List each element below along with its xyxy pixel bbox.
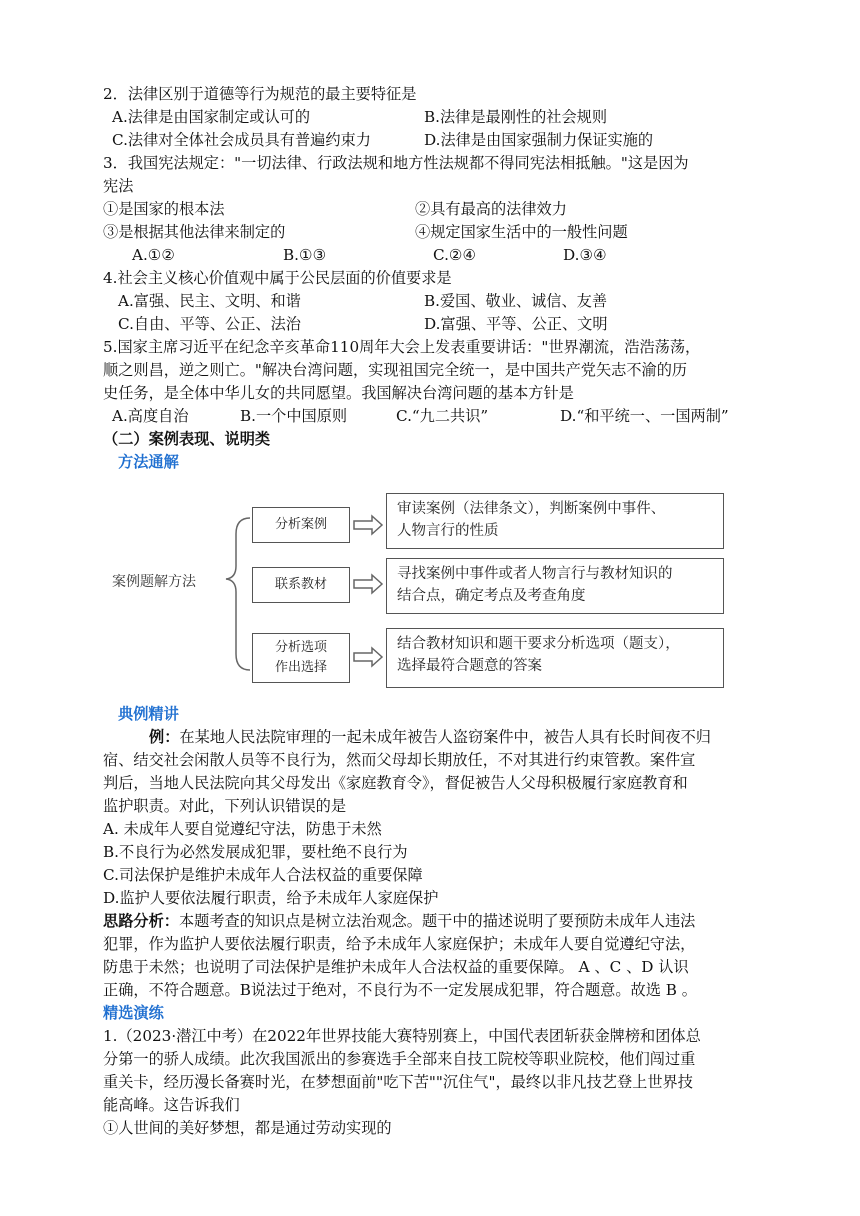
q5-stem-line3: 史任务，是全体中华儿女的共同愿望。我国解决台湾问题的基本方针是 bbox=[103, 384, 574, 402]
q2-option-d: D.法律是由国家强制力保证实施的 bbox=[424, 131, 654, 149]
q5-option-a: A.高度自治 bbox=[112, 407, 189, 425]
q5-stem-line1: 5.国家主席习近平在纪念辛亥革命110周年大会上发表重要讲话："世界潮流，浩浩荡荡， bbox=[103, 338, 701, 356]
practice-line1: 1.（2023·潜江中考）在2022年世界技能大赛特别赛上，中国代表团斩获金牌榜和团体总 bbox=[103, 1027, 701, 1045]
example-lead: 例： bbox=[149, 728, 180, 746]
practice-heading: 精选演练 bbox=[103, 1004, 164, 1022]
q3-statement-2: ②具有最高的法律效力 bbox=[415, 200, 567, 218]
step-desc-choose-option: 结合教材知识和题干要求分析选项（题支）， 选择最符合题意的答案 bbox=[386, 628, 724, 688]
example-option-a: A. 未成年人要自觉遵纪守法，防患于未然 bbox=[103, 820, 382, 838]
example-line3: 判后，当地人民法院向其父母发出《家庭教育令》，督促被告人父母积极履行家庭教育和 bbox=[103, 774, 688, 792]
example-line4: 监护职责。对此，下列认识错误的是 bbox=[103, 797, 346, 815]
q4-option-c: C.自由、平等、公正、法治 bbox=[118, 315, 301, 333]
q3-stem-line2: 宪法 bbox=[103, 177, 134, 195]
step-box-analyze-case: 分析案例 bbox=[252, 507, 350, 543]
practice-line3: 重关卡，经历漫长备赛时光，在梦想面前"吃下苦""沉住气"，最终以非凡技艺登上世界技 bbox=[103, 1073, 693, 1091]
step-desc-link-textbook: 寻找案例中事件或者人物言行与教材知识的 结合点，确定考点及考查角度 bbox=[386, 558, 724, 614]
q3-option-d: D.③④ bbox=[563, 246, 607, 264]
arrow-icon bbox=[354, 648, 382, 666]
q3-statement-1: ①是国家的根本法 bbox=[103, 200, 225, 218]
q5-option-c: C.“九二共识” bbox=[396, 407, 489, 425]
method-diagram bbox=[100, 478, 760, 703]
q2-option-a: A.法律是由国家制定或认可的 bbox=[112, 108, 311, 126]
practice-statement-1: ①人世间的美好梦想，都是通过劳动实现的 bbox=[103, 1119, 392, 1137]
q4-stem: 4.社会主义核心价值观中属于公民层面的价值要求是 bbox=[103, 269, 452, 287]
q3-statement-4: ④规定国家生活中的一般性问题 bbox=[415, 223, 628, 241]
step-box-choose-option: 分析选项 作出选择 bbox=[252, 633, 350, 683]
practice-line4: 能高峰。这告诉我们 bbox=[103, 1096, 240, 1114]
q5-option-b: B.一个中国原则 bbox=[240, 407, 348, 425]
example-option-b: B.不良行为必然发展成犯罪，要杜绝不良行为 bbox=[103, 843, 408, 861]
practice-line2: 分第一的骄人成绩。此次我国派出的参赛选手全部来自技工院校等职业院校，他们闯过重 bbox=[103, 1050, 696, 1068]
q5-stem-line2: 顺之则昌，逆之则亡。"解决台湾问题，实现祖国完全统一，是中国共产党矢志不渝的历 bbox=[103, 361, 688, 379]
analysis-line1 bbox=[103, 910, 695, 932]
step-box-link-textbook: 联系教材 bbox=[252, 567, 350, 603]
q4-option-d: D.富强、平等、公正、文明 bbox=[424, 315, 608, 333]
q2-option-c: C.法律对全体社会成员具有普遍约束力 bbox=[112, 131, 371, 149]
diagram-root-label: 案例题解方法 bbox=[112, 574, 196, 590]
q3-option-c: C.②④ bbox=[433, 246, 477, 264]
q2-option-b: B.法律是最刚性的社会规则 bbox=[424, 108, 608, 126]
analysis-line2: 犯罪，作为监护人要依法履行职责，给予未成年人家庭保护；未成年人要自觉遵纪守法， bbox=[103, 935, 696, 953]
q5-option-d: D.“和平统一、一国两制” bbox=[560, 407, 729, 425]
q4-option-a: A.富强、民主、文明、和谐 bbox=[118, 292, 301, 310]
example-heading: 典例精讲 bbox=[118, 705, 179, 723]
example-line1-text: 在某地人民法院审理的一起未成年被告人盗窃案件中，被告人具有长时间夜不归 bbox=[179, 728, 711, 746]
arrow-icon bbox=[354, 516, 382, 534]
brace-line bbox=[226, 518, 250, 670]
q3-stem-line1: 3．我国宪法规定："一切法律、行政法规和地方性法规都不得同宪法相抵触。"这是因为 bbox=[103, 154, 689, 172]
method-heading: 方法通解 bbox=[118, 453, 179, 471]
example-line2: 宿、结交社会闲散人员等不良行为，然而父母却长期放任，不对其进行约束管教。案件宣 bbox=[103, 751, 696, 769]
step-desc-analyze-case: 审读案例（法律条文），判断案例中事件、 人物言行的性质 bbox=[386, 493, 724, 549]
example-option-d: D.监护人要依法履行职责，给予未成年人家庭保护 bbox=[103, 889, 439, 907]
q3-statement-3: ③是根据其他法律来制定的 bbox=[103, 223, 286, 241]
analysis-line4: 正确，不符合题意。B说法过于绝对，不良行为不一定发展成犯罪，符合题意。故选 B 。 bbox=[103, 981, 697, 999]
q3-option-a: A.①② bbox=[132, 246, 176, 264]
q4-option-b: B.爱国、敬业、诚信、友善 bbox=[424, 292, 608, 310]
example-option-c: C.司法保护是维护未成年人合法权益的重要保障 bbox=[103, 866, 423, 884]
q3-option-b: B.①③ bbox=[283, 246, 327, 264]
analysis-label: 思路分析： bbox=[103, 912, 179, 930]
analysis-line1-text: 本题考查的知识点是树立法治观念。题干中的描述说明了要预防未成年人违法 bbox=[178, 912, 696, 930]
analysis-line3: 防患于未然；也说明了司法保护是维护未成年人合法权益的重要保障。 A 、C 、D 认识 bbox=[103, 958, 689, 976]
example-line1 bbox=[149, 726, 711, 748]
section-title: （二）案例表现、说明类 bbox=[103, 430, 271, 448]
arrow-icon bbox=[354, 575, 382, 593]
q2-stem: 2．法律区别于道德等行为规范的最主要特征是 bbox=[103, 85, 417, 103]
